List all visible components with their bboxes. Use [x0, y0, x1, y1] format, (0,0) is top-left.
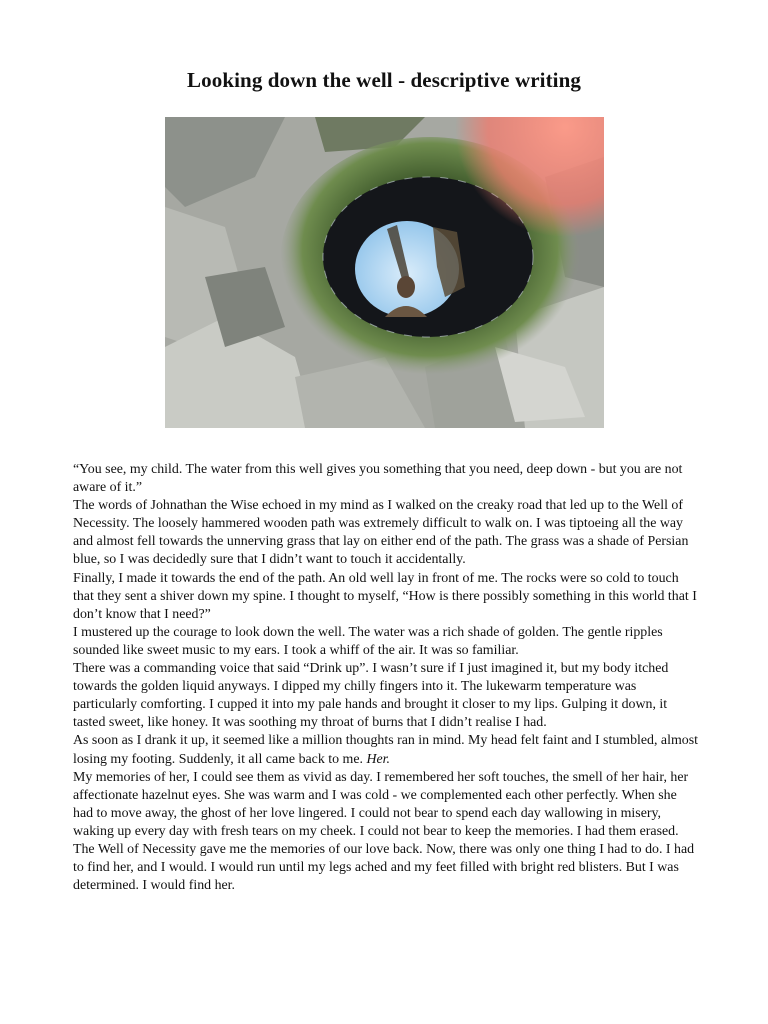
paragraph-6-text: As soon as I drank it up, it seemed like a million thoughts ran in mind. My head felt faint and I stumbled, almost losing my footing. Suddenly, it all came back to me.	[73, 733, 698, 767]
well-photo	[165, 117, 604, 428]
emphasis-her: Her.	[366, 751, 390, 767]
paragraph-3: Finally, I made it towards the end of the path. An old well lay in front of me. The rocks were so cold to touch that they sent a shiver down my spine. I thought to myself, “How is there possibly something in this world that I don’t know that I need?”	[73, 570, 697, 622]
story-body	[73, 461, 698, 895]
paragraph-2: The words of Johnathan the Wise echoed in my mind as I walked on the creaky road that led up to the Well of Necessity. The loosely hammered wooden path was extremely difficult to walk on. I was tiptoeing all the way and almost fell towards the unnerving grass that lay on either end of the path. The grass was a shade of Persian blue, so I was decidedly sure that I didn’t want to touch it accidentally.	[73, 498, 689, 568]
paragraph-4: I mustered up the courage to look down the well. The water was a rich shade of golden. The gentle ripples sounded like sweet music to my ears. I took a whiff of the air. It was so familiar.	[73, 624, 663, 658]
page-title: Looking down the well - descriptive writing	[187, 68, 581, 92]
paragraph-7: My memories of her, I could see them as vivid as day. I remembered her soft touches, the smell of her hair, her affectionate hazelnut eyes. She was warm and I was cold - we complemented each other perfectly. When she had to move away, the ghost of her love lingered. I could not bear to spend each day wallowing in misery, waking up every day with fresh tears on my cheek. I could not bear to keep the memories. I had them erased.	[73, 769, 689, 839]
paragraph-8: The Well of Necessity gave me the memories of our love back. Now, there was only one thing I had to do. I had to find her, and I would. I would run until my legs ached and my feet filled with bright red blisters. But I was determined. I would find her.	[73, 841, 695, 894]
paragraph-1: “You see, my child. The water from this well gives you something that you need, deep down - but you are not aware of it.”	[73, 462, 683, 496]
paragraph-6	[73, 732, 698, 768]
paragraph-5: There was a commanding voice that said “Drink up”. I wasn’t sure if I just imagined it, but my body itched towards the golden liquid anyways. I dipped my chilly fingers into it. The lukewarm temperature was particularly comforting. I cupped it into my pale hands and brought it closer to my lips. Gulping it down, it tasted sweet, like honey. It was soothing my throat of burns that I didn’t realise I had.	[73, 661, 669, 731]
